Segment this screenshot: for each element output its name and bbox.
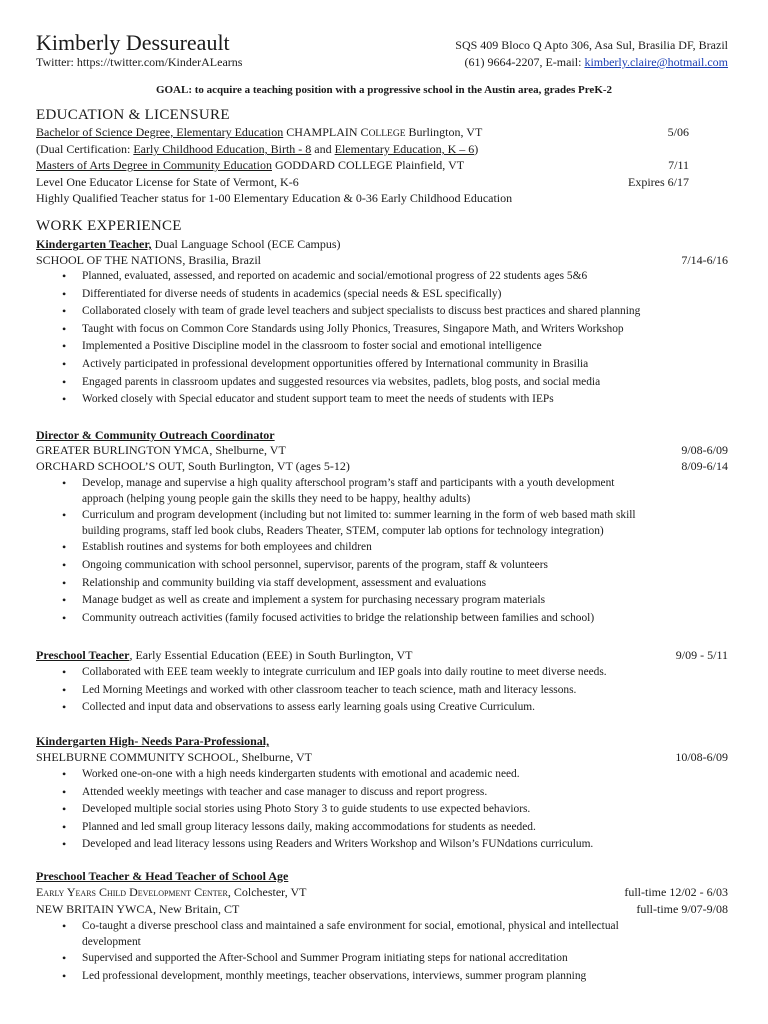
job5-dates1: full-time 12/02 - 6/03: [624, 885, 728, 899]
job2-dates1: 9/08-6/09: [681, 443, 728, 457]
phone-email-line: [464, 55, 728, 70]
job2-bullets: [82, 475, 636, 627]
bs-degree-line: [36, 125, 482, 140]
list-item: • Taught with focus on Common Core Standards using Jolly Phonics, Treasures, Singapore Math, and Writers Workshop: [82, 321, 640, 339]
education-heading: EDUCATION & LICENSURE: [36, 107, 230, 123]
job3-title-line: [36, 648, 413, 663]
cert-ece: Early Childhood Education, Birth - 8: [133, 142, 312, 156]
ma-date: 7/11: [668, 158, 689, 172]
list-item: • Led professional development, monthly meetings, teacher observations, interviews, summer program planning: [82, 968, 619, 986]
bs-degree: Bachelor of Science Degree, Elementary Education: [36, 125, 284, 139]
job4-dates: 10/08-6/09: [675, 750, 728, 764]
list-item: • Co-taught a diverse preschool class and maintained a safe environment for social, emotional, physical and intellectual: [82, 918, 619, 936]
job5-dates2: full-time 9/07-9/08: [636, 902, 728, 916]
list-item: • Supervised and supported the After-School and Summer Program initiating steps for national accreditation: [82, 950, 619, 968]
twitter-line: Twitter: https://twitter.com/KinderALearns: [36, 55, 243, 69]
bs-school: CHAMPLAIN COLLEGE: [286, 125, 406, 139]
cert-suffix: ): [474, 142, 479, 156]
job2-org2: ORCHARD SCHOOL’S OUT, South Burlington, VT (ages 5-12): [36, 459, 350, 473]
email-link[interactable]: kimberly.claire@hotmail.com: [584, 55, 728, 69]
list-item: • Engaged parents in classroom updates and suggested resources via websites, padlets, blog posts, and social media: [82, 374, 640, 392]
ma-degree: Masters of Arts Degree in Community Education: [36, 158, 272, 172]
list-item: • Planned and led small group literacy lessons daily, making accommodations for students as needed.: [82, 819, 593, 837]
job5-org2: NEW BRITAIN YWCA, New Britain, CT: [36, 902, 240, 916]
list-item: • Relationship and community building via staff development, assessment and evaluations: [82, 575, 636, 593]
cert-prefix: (Dual Certification:: [36, 142, 134, 156]
list-item: • Implemented a Positive Discipline model in the classroom to foster social and emotional intelligence: [82, 338, 640, 356]
hq-status-line: Highly Qualified Teacher status for 1-00 Elementary Education & 0-36 Early Childhood Education: [36, 191, 513, 205]
job3-dates: 9/09 - 5/11: [675, 648, 728, 662]
list-item: • Differentiated for diverse needs of students in academics (special needs & ESL specifically): [82, 286, 640, 304]
job2-org1: GREATER BURLINGTON YMCA, Shelburne, VT: [36, 443, 286, 457]
bs-date: 5/06: [667, 125, 689, 139]
work-heading: WORK EXPERIENCE: [36, 218, 182, 234]
list-item: • Collaborated closely with team of grade level teachers and subject specialists to discuss best practices and shared planning: [82, 303, 640, 321]
job5-org1-location: , Colchester, VT: [227, 885, 307, 899]
license-date: Expires 6/17: [628, 175, 689, 189]
ma-degree-line: [36, 158, 464, 173]
job4-title: Kindergarten High- Needs Para-Professional,: [36, 734, 270, 748]
job1-title: Kindergarten Teacher,: [36, 237, 152, 251]
job2-dates2: 8/09-6/14: [681, 459, 728, 473]
list-item: • Worked closely with Special educator and student support team to meet the needs of students with IEPs: [82, 391, 640, 409]
dual-cert-line: [36, 142, 478, 157]
job5-org1: Early Years Child Development Center: [36, 885, 228, 899]
list-item: • Planned, evaluated, assessed, and reported on academic and social/emotional progress of 22 students ages 5&6: [82, 268, 640, 286]
list-item: • Develop, manage and supervise a high quality afterschool program’s staff and participants with a youth development: [82, 475, 636, 493]
list-item: • Community outreach activities (family focused activities to bridge the relationship between families and school): [82, 610, 636, 628]
list-item: • Developed multiple social stories using Photo Story 3 to guide students to use expected behaviors.: [82, 801, 593, 819]
list-item: • Collected and input data and observations to assess early learning goals using Creative Curriculum.: [82, 699, 607, 717]
job4-org: SHELBURNE COMMUNITY SCHOOL, Shelburne, VT: [36, 750, 312, 764]
job1-school: SCHOOL OF THE NATIONS, Brasilia, Brazil: [36, 253, 261, 267]
list-item: • Actively participated in professional development opportunities offered by International community in Brasilia: [82, 356, 640, 374]
list-item: • Collaborated with EEE team weekly to integrate curriculum and IEP goals into daily routine to meet diverse needs.: [82, 664, 607, 682]
list-item: • Led Morning Meetings and worked with other classroom teacher to teach science, math and literacy lessons.: [82, 682, 607, 700]
goal-statement: GOAL: to acquire a teaching position with a progressive school in the Austin area, grades PreK-2: [155, 84, 613, 96]
list-item: • Curriculum and program development (including but not limited to: summer learning in the form of web based math skill: [82, 507, 636, 525]
job5-org1-line: [36, 885, 306, 900]
job1-bullets: [82, 268, 640, 409]
list-item: • Worked one-on-one with a high needs kindergarten students with emotional and academic need.: [82, 766, 593, 784]
list-item: • Developed and lead literacy lessons using Readers and Writers Workshop and Wilson’s FUNdations curriculum.: [82, 836, 593, 854]
job1-title-line: [36, 237, 341, 252]
phone: (61) 9664-2207, E-mail:: [464, 55, 585, 69]
list-item: • Establish routines and systems for both employees and children: [82, 539, 636, 557]
license-line: Level One Educator License for State of Vermont, K-6: [36, 175, 299, 189]
job5-bullets: [82, 918, 619, 985]
list-item-continuation: development: [82, 935, 141, 948]
job3-bullets: [82, 664, 607, 717]
ma-school: GODDARD COLLEGE Plainfield, VT: [271, 158, 465, 172]
job5-title: Preschool Teacher & Head Teacher of School Age: [36, 869, 289, 883]
list-item: • Attended weekly meetings with teacher and case manager to discuss and report progress.: [82, 784, 593, 802]
job1-org: Dual Language School (ECE Campus): [151, 237, 341, 251]
address: SQS 409 Bloco Q Apto 306, Asa Sul, Brasilia DF, Brazil: [455, 38, 728, 52]
job3-org: , Early Essential Education (EEE) in South Burlington, VT: [129, 648, 413, 662]
bs-location: Burlington, VT: [405, 125, 483, 139]
cert-and: and: [311, 142, 335, 156]
list-item-continuation: building programs, staff led book clubs, Readers Theater, STEM, computer lab options for technology integration): [82, 524, 604, 537]
cert-elem: Elementary Education, K – 6: [334, 142, 475, 156]
job3-title: Preschool Teacher: [36, 648, 130, 662]
list-item-continuation: approach (helping young people gain the skills they need to be happy, healthy adults): [82, 492, 471, 505]
list-item: • Ongoing communication with school personnel, supervisor, parents of the program, staff & volunteers: [82, 557, 636, 575]
job2-title: Director & Community Outreach Coordinator: [36, 428, 275, 442]
candidate-name: Kimberly Dessureault: [36, 30, 230, 55]
job4-bullets: [82, 766, 593, 854]
job1-dates: 7/14-6/16: [681, 253, 728, 267]
list-item: • Manage budget as well as create and implement a system for purchasing necessary program materials: [82, 592, 636, 610]
